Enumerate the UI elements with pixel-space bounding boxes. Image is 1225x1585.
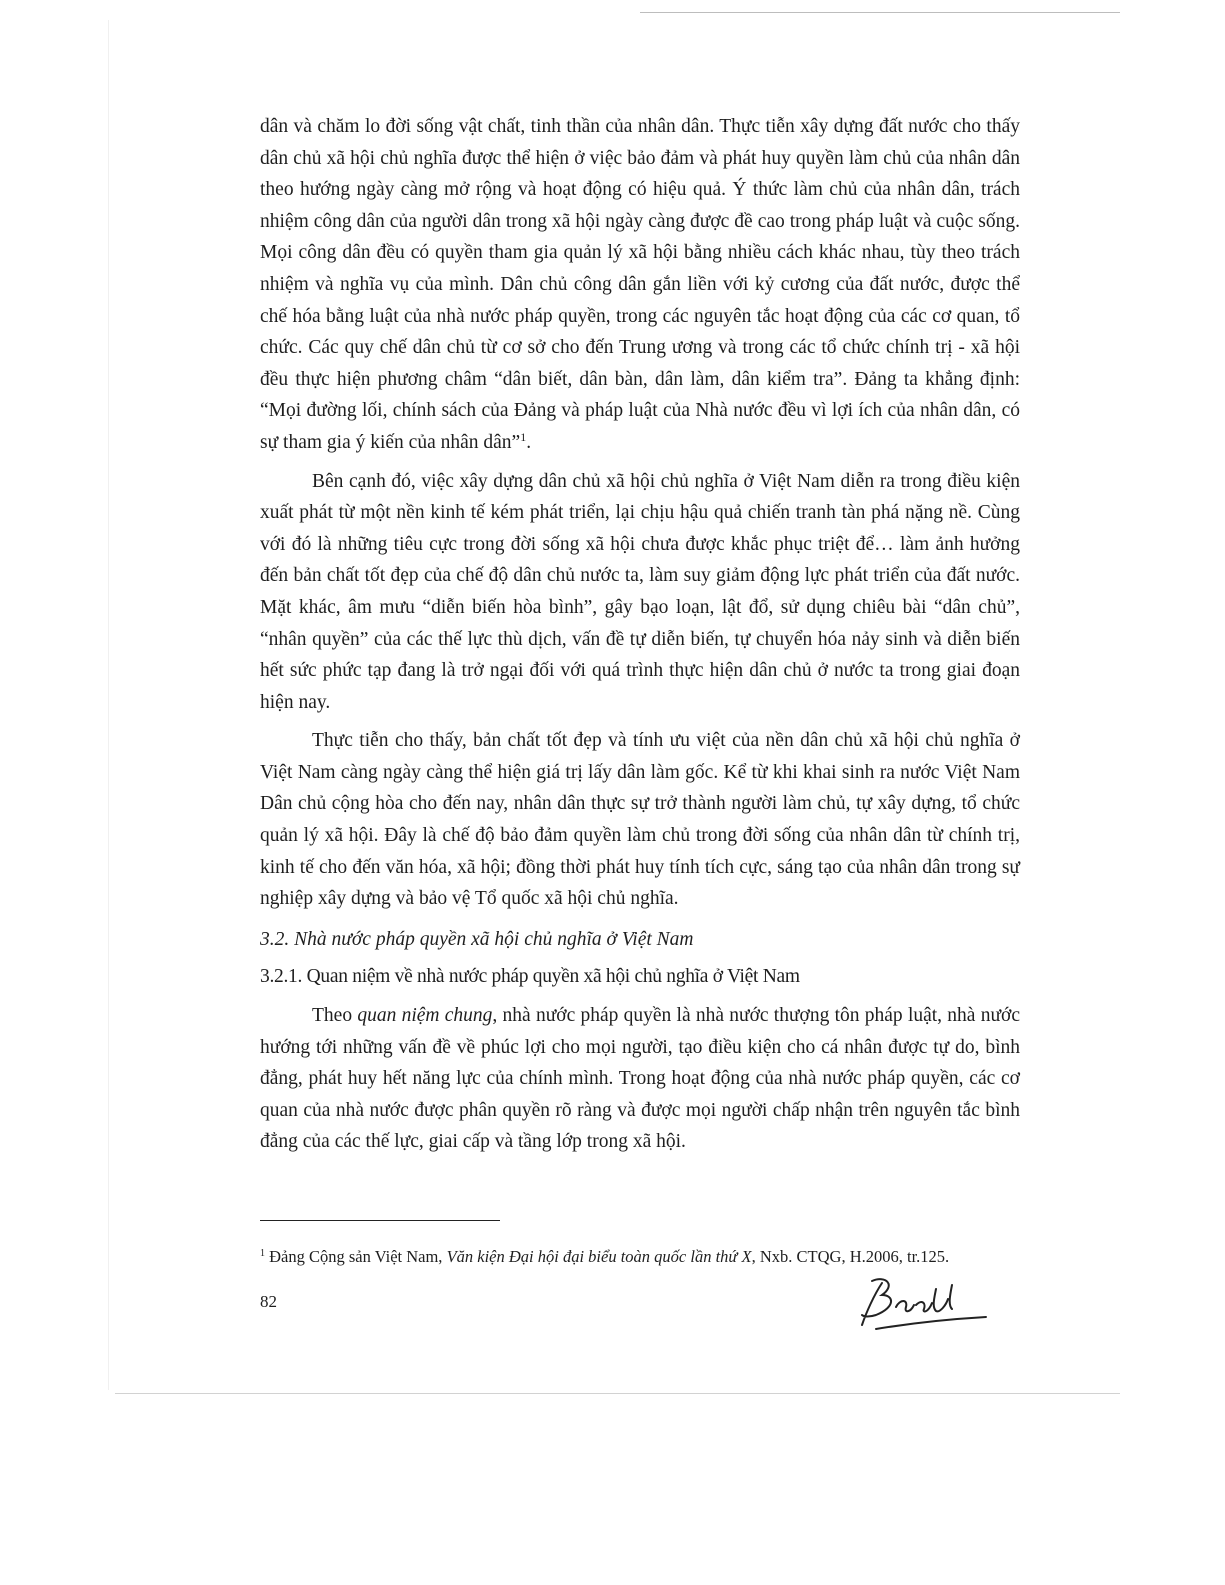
page-number: 82 — [260, 1292, 277, 1311]
footnote-separator — [260, 1220, 500, 1221]
paragraph-1 — [260, 111, 1020, 459]
page-edge — [108, 20, 109, 1390]
paragraph-1-text: dân và chăm lo đời sống vật chất, tinh thần của nhân dân. Thực tiễn xây dựng đất nước cho thấy dân chủ xã hội chủ nghĩa được thể hiện ở việc bảo đảm và phát huy quyền làm chủ của nhân dân theo hướng ngày càng mở rộng và hoạt động có hiệu quả. Ý thức làm chủ của nhân dân, trách nhiệm công dân của người dân trong xã hội ngày càng được đề cao trong pháp luật và cuộc sống. Mọi công dân đều có quyền tham gia quản lý xã hội bằng nhiều cách khác nhau, tùy theo trách nhiệm và nghĩa vụ của mình. Dân chủ công dân gắn liền với kỷ cương của đất nước, được thể chế hóa bằng luật của nhà nước pháp quyền, trong các nguyên tắc hoạt động của các cơ quan, tổ chức. Các quy chế dân chủ từ cơ sở cho đến Trung ương và trong các tổ chức chính trị - xã hội đều thực hiện phương châm “dân biết, dân bàn, dân làm, dân kiểm tra”. Đảng ta khẳng định: “Mọi đường lối, chính sách của Đảng và pháp luật của Nhà nước đều vì lợi ích của nhân dân, có sự tham gia ý kiến của nhân dân” — [260, 116, 1020, 453]
page-body — [260, 111, 1020, 1158]
section-heading: 3.2. Nhà nước pháp quyền xã hội chủ nghĩa ở Việt Nam — [260, 928, 694, 950]
top-rule — [640, 12, 1120, 13]
footnote-marker: 1 — [260, 1248, 265, 1259]
paragraph-4-after: , nhà nước pháp quyền là nhà nước thượng tôn pháp luật, nhà nước hướng tới những vấn đề về phúc lợi cho mọi người, tạo điều kiện cho cá nhân được tự do, bình đẳng, phát huy hết năng lực của chính mình. Trong hoạt động của nhà nước pháp quyền, các cơ quan của nhà nước được phân quyền rõ ràng và được mọi người chấp nhận trên nguyên tắc bình đẳng của các thế lực, giai cấp và tầng lớp trong xã hội. — [260, 1005, 1020, 1153]
footnote — [260, 1246, 1020, 1267]
paragraph-4-before: Theo — [312, 1005, 358, 1027]
subsection-heading: 3.2.1. Quan niệm về nhà nước pháp quyền xã hội chủ nghĩa ở Việt Nam — [260, 966, 800, 988]
footnote-publisher: , Nxb. CTQG, H.2006, tr.125. — [751, 1247, 950, 1266]
paragraph-3: Thực tiễn cho thấy, bản chất tốt đẹp và tính ưu việt của nền dân chủ xã hội chủ nghĩa ở Việt Nam càng ngày càng thể hiện giá trị lấy dân làm gốc. Kể từ khi khai sinh ra nước Việt Nam Dân chủ cộng hòa cho đến nay, nhân dân thực sự trở thành người làm chủ, tự xây dựng, tổ chức quản lý xã hội. Đây là chế độ bảo đảm quyền làm chủ trong đời sống của nhân dân từ chính trị, kinh tế cho đến văn hóa, xã hội; đồng thời phát huy tính tích cực, sáng tạo của nhân dân trong sự nghiệp xây dựng và bảo vệ Tổ quốc xã hội chủ nghĩa. — [260, 730, 1020, 910]
footnote-reference[interactable]: 1 — [520, 429, 527, 444]
footnote-author: Đảng Cộng sản Việt Nam, — [269, 1247, 447, 1266]
paragraph-1-tail: . — [526, 431, 532, 453]
paragraph-4-emphasis: quan niệm chung — [357, 1005, 493, 1027]
signature — [852, 1273, 992, 1337]
paragraph-4 — [260, 1000, 1020, 1158]
footnote-title: Văn kiện Đại hội đại biểu toàn quốc lần thứ X — [446, 1247, 752, 1266]
bottom-rule — [115, 1393, 1120, 1394]
paragraph-2: Bên cạnh đó, việc xây dựng dân chủ xã hội chủ nghĩa ở Việt Nam diễn ra trong điều kiện xuất phát từ một nền kinh tế kém phát triển, lại chịu hậu quả chiến tranh tàn phá nặng nề. Cùng với đó là những tiêu cực trong đời sống xã hội chưa được khắc phục triệt để… làm ảnh hưởng đến bản chất tốt đẹp của chế độ dân chủ nước ta, làm suy giảm động lực phát triển của đất nước. Mặt khác, âm mưu “diễn biến hòa bình”, gây bạo loạn, lật đổ, sử dụng chiêu bài “dân chủ”, “nhân quyền” của các thế lực thù dịch, vấn đề tự diễn biến, tự chuyển hóa nảy sinh và diễn biến hết sức phức tạp đang là trở ngại đối với quá trình thực hiện dân chủ ở nước ta trong giai đoạn hiện nay. — [260, 470, 1020, 713]
